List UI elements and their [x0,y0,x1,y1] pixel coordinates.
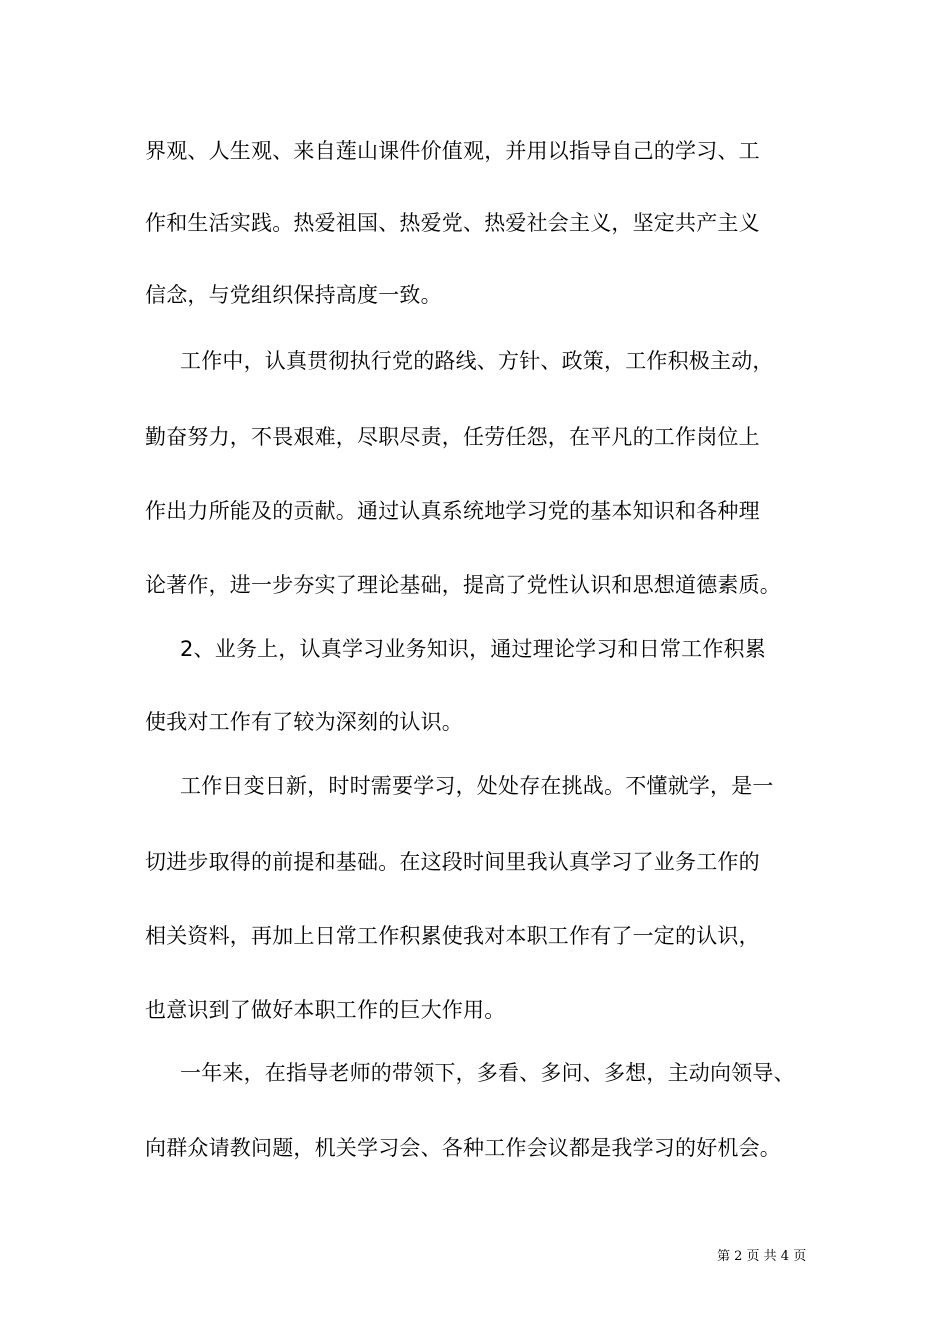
text-line-7: 论著作，进一步夯实了理论基础，提高了党性认识和思想道德素质。 [145,573,781,597]
text-line-9: 使我对工作有了较为深刻的认识。 [145,710,463,734]
text-line-1: 界观、人生观、来自莲山课件价值观，并用以指导自己的学习、工 [145,139,760,163]
text-line-15: 向群众请教问题，机关学习会、各种工作会议都是我学习的好机会。 [145,1136,781,1160]
text-line-8: 2、业务上，认真学习业务知识，通过理论学习和日常工作积累 [180,637,766,661]
text-line-13: 也意识到了做好本职工作的巨大作用。 [145,998,506,1022]
text-line-11: 切进步取得的前提和基础。在这段时间里我认真学习了业务工作的 [145,850,760,874]
text-line-5: 勤奋努力，不畏艰难，尽职尽责，任劳任怨，在平凡的工作岗位上 [145,425,760,449]
text-line-12: 相关资料，再加上日常工作积累使我对本职工作有了一定的认识， [145,924,760,948]
text-line-4: 工作中，认真贯彻执行党的路线、方针、政策，工作积极主动， [180,349,774,373]
text-line-3: 信念，与党组织保持高度一致。 [145,283,442,307]
text-line-10: 工作日变日新，时时需要学习，处处存在挑战。不懂就学，是一 [180,774,774,798]
text-line-2: 作和生活实践。热爱祖国、热爱党、热爱社会主义，坚定共产主义 [145,211,760,235]
text-line-6: 作出力所能及的贡献。通过认真系统地学习党的基本知识和各种理 [145,499,760,523]
text-line-14: 一年来，在指导老师的带领下，多看、多问、多想，主动向领导、 [180,1061,795,1085]
page-number-footer: 第 2 页 共 4 页 [717,1249,807,1264]
